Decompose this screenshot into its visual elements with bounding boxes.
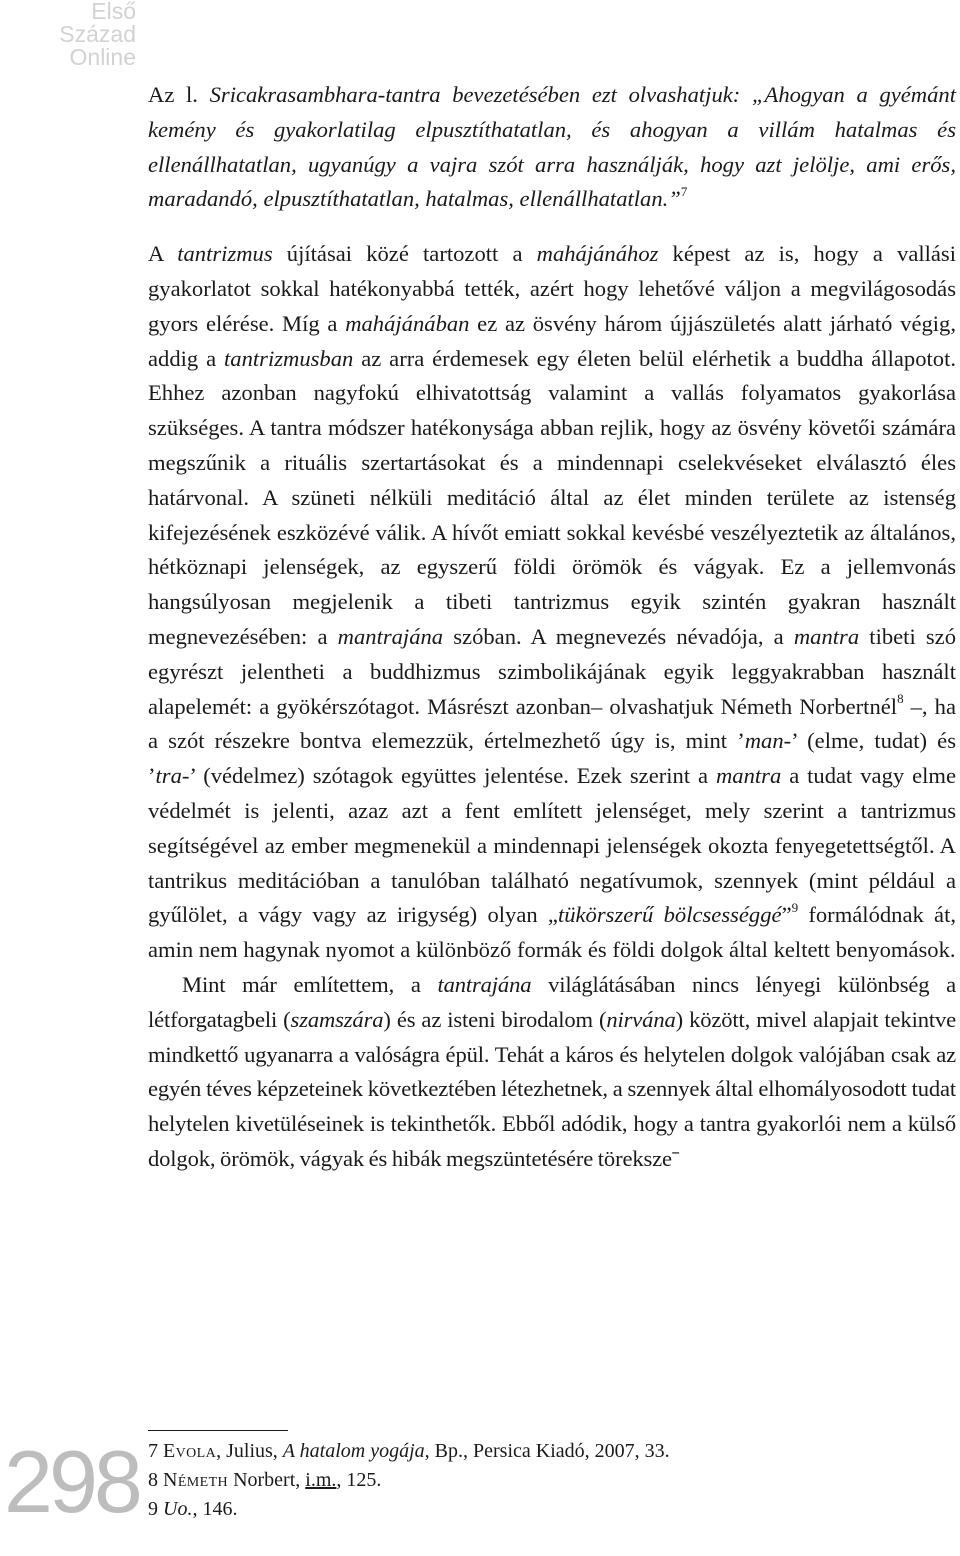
italic-run: tükörszerű bölcsességgé <box>557 902 782 928</box>
text-run: ) között, mivel alapjait tekintve mindkettő ugyanarra a valóságra épül. Tehát a káros és helytelen dolgok valójában csak az egyén téves képzeteinek következtében létezhetnek, a szennyek által elhomályosodott tudat helytelen kivetüléseinek is tekinthetők. Ebből adódik, hogy a tantra gyakorlói nem a külső dolgok, örömök, vágyak és hibák megszüntetésére törekszeˉ <box>148 1006 956 1171</box>
footnote-ref: 7 <box>680 183 688 199</box>
text-run: újításai közé tartozott a <box>272 241 537 267</box>
footnote <box>148 1495 948 1524</box>
italic-run: Uo. <box>163 1498 193 1520</box>
text-run: ’ (elme, tudat) és ’ <box>148 728 956 789</box>
text-run: –, ha a szót részekre bontva elemezzük, értelmezhető úgy is, mint ’ <box>148 693 956 754</box>
italic-run: tra- <box>155 763 190 789</box>
text-run: formálódnak át, amin nem hagynak nyomot a különböző formák és földi dolgok által keltett benyomások. <box>148 902 956 963</box>
text-run: világlátásában nincs lényegi különbség a létforgatagbeli ( <box>148 971 956 1032</box>
italic-run: man- <box>744 728 792 754</box>
text-run: , 146. <box>192 1498 238 1520</box>
text-run: , Bp., Persica Kiadó, 2007, 33. <box>424 1440 670 1462</box>
footnote <box>148 1437 948 1466</box>
italic-run: nirvána <box>606 1006 676 1032</box>
text-run: Mint már említettem, a <box>182 971 438 997</box>
footnote-ref: 9 <box>791 899 799 915</box>
page-number: 298 <box>4 1432 139 1531</box>
text-run: A <box>148 241 178 267</box>
text-run: szóban. A megnevezés névadója, a <box>443 623 794 649</box>
quote-lead: Az l. <box>148 82 210 107</box>
footnotes <box>148 1437 948 1524</box>
italic-run: tantrizmus <box>177 241 273 267</box>
italic-run: szamszára <box>290 1006 384 1032</box>
italic-run: mahájánában <box>345 310 470 336</box>
text-run: ez az ösvény három újjászületés alatt járható végig, addig a <box>148 310 956 371</box>
italic-run: tantrajána <box>437 971 532 997</box>
text-run: tibeti szó egyrészt jelentheti a buddhizmus szimbolikájának egyik leggyakrabban használt alapelemét: a gyökérszótagot. Másrészt azonban– olvashatjuk Németh Norbertnél <box>148 623 956 719</box>
underlined-run: i.m. <box>305 1469 337 1491</box>
footnote-divider <box>148 1430 288 1431</box>
italic-run: mantra <box>793 623 860 649</box>
italic-run: mantrajána <box>337 623 444 649</box>
text-run: 7 <box>148 1440 163 1462</box>
text-run: ” <box>781 902 792 928</box>
text-run: Norbert, <box>228 1469 306 1491</box>
watermark-logo <box>0 0 136 69</box>
main-text <box>148 78 956 1177</box>
text-run: ’ (védelmez) szótagok együttes jelentése. Ezek szerint a <box>189 763 716 789</box>
text-run: ) és az isteni birodalom ( <box>383 1006 607 1032</box>
text-run: képest az is, hogy a vallási gyakorlatot sokkal hatékonyabbá tették, azért hogy lehetővé váljon a megvilágosodás gyors elérése. Míg a <box>148 241 957 336</box>
author-name: Evola <box>163 1440 217 1462</box>
text-run: az arra érdemesek egy életen belül elérhetik a buddha állapotot. Ehhez azonban nagyfokú elhivatottság valamint a vallás folyamatos gyakorlása szükséges. A tantra módszer hatékonysága abban rejlik, hogy az ösvény követői számára megszűnik a rituális szertartásokat és a mindennapi cselekvéseket elválasztó éles határvonal. A szüneti nélküli meditáció által az élet minden területe az istenség kifejezésének eszközévé válik. A hívőt emiatt sokkal kevésbé veszélyeztetik az általános, hétköznapi jelenségek, az egyszerű földi örömök és vágyak. Ez a jellemvonás hangsúlyosan megjelenik a tibeti tantrizmus egyik szintén gyakran használt megnevezésében: a <box>148 345 956 649</box>
block-quote <box>148 78 956 217</box>
watermark-line: Online <box>69 44 136 70</box>
author-name: Németh <box>163 1469 229 1491</box>
footnote <box>148 1466 948 1495</box>
italic-run: mantra <box>715 763 782 789</box>
watermark-line: Első <box>91 0 136 24</box>
paragraph <box>148 968 956 1177</box>
watermark-line: Század <box>59 21 136 47</box>
italic-run: mahájánához <box>536 241 659 267</box>
paragraph <box>148 237 956 968</box>
text-run: , Julius, <box>216 1440 283 1462</box>
text-run: a tudat vagy elme védelmét is jelenti, azaz azt a fent említett jelenséget, mely szerint a tantrizmus segítségével az ember megmenekül a mindennapi jelenségek okozta fenyegetettségtől. A tantrikus meditációban a tanulóban található negatívumok, szennyek (mint például a gyűlölet, a vágy vagy az irigység) olyan „ <box>148 763 956 928</box>
text-run: 8 <box>148 1469 163 1491</box>
italic-run: A hatalom yogája <box>282 1440 425 1462</box>
italic-run: tantrizmusban <box>224 345 354 371</box>
text-run: 9 <box>148 1498 163 1520</box>
text-run: , 125. <box>336 1469 382 1491</box>
footnote-ref: 8 <box>897 691 904 707</box>
quote-text: Sricakrasambhara-tantra bevezetésében ezt olvashatjuk: „Ahogyan a gyémánt kemény és gyakorlatilag elpusztíthatatlan, és ahogyan a villám hatalmas és ellenállhatatlan, ugyanúgy a vajra szót arra használják, hogy azt jelölje, ami erős, maradandó, elpusztíthatatlan, hatalmas, ellenállhatatlan.” <box>148 82 956 212</box>
